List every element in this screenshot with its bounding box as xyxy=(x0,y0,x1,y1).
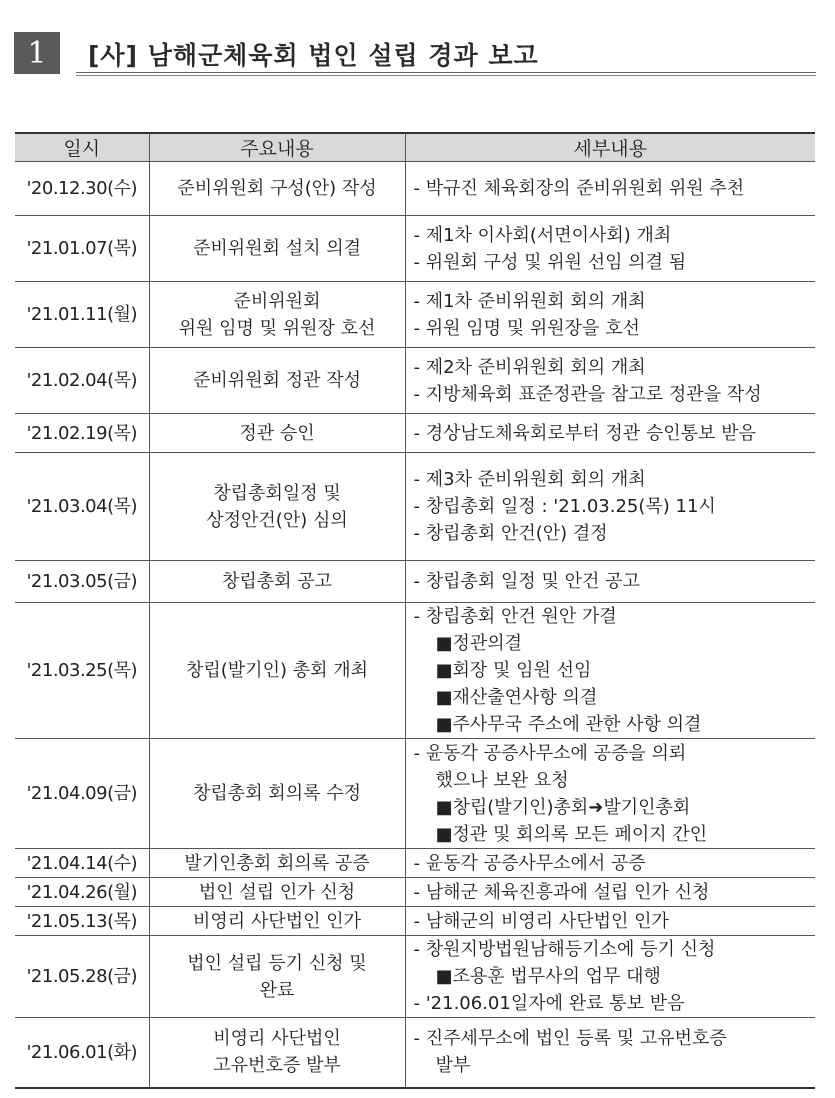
section-number: 1 xyxy=(14,32,60,74)
table-row xyxy=(15,414,815,453)
main-content-line: 준비위원회 정관 작성 xyxy=(193,370,361,391)
detail-subitem: ■주사무국 주소에 관한 사항 의결 xyxy=(435,714,702,735)
table-row xyxy=(15,739,815,849)
row-date: '21.05.28(금) xyxy=(15,936,149,1018)
row-details xyxy=(405,162,815,216)
main-content-line: 발기인총회 회의록 공증 xyxy=(184,852,370,874)
detail-line: - 위원회 구성 및 위원 선임 의결 됨 xyxy=(413,251,687,273)
header-date: 일시 xyxy=(15,133,149,162)
detail-line: - 위원 임명 및 위원장을 호선 xyxy=(413,317,640,339)
table-row xyxy=(15,1018,815,1088)
row-details xyxy=(405,414,815,453)
row-details xyxy=(405,739,815,849)
main-content-line: 창립총회 회의록 수정 xyxy=(193,783,361,804)
row-date: '20.12.30(수) xyxy=(15,162,149,216)
row-main-content xyxy=(149,282,405,348)
table-row xyxy=(15,216,815,282)
row-date: '21.04.26(월) xyxy=(15,878,149,907)
row-main-content xyxy=(149,1018,405,1088)
row-main-content xyxy=(149,849,405,878)
main-content-line: 창립총회 공고 xyxy=(221,571,333,592)
table-row xyxy=(15,603,815,739)
main-content-line: 준비위원회 구성(안) 작성 xyxy=(177,178,377,199)
main-content-line: 준비위원회 설치 의결 xyxy=(193,238,361,259)
progress-table xyxy=(15,132,815,1089)
detail-line: - 창립총회 안건 원안 가결 xyxy=(413,606,617,627)
main-content-line: 비영리 사단법인 인가 xyxy=(193,910,361,932)
row-date: '21.01.07(목) xyxy=(15,216,149,282)
row-details xyxy=(405,907,815,936)
table-row xyxy=(15,936,815,1018)
row-main-content xyxy=(149,878,405,907)
main-content-line: 위원 임명 및 위원장 호선 xyxy=(178,317,376,339)
row-date: '21.05.13(목) xyxy=(15,907,149,936)
detail-subitem: ■회장 및 임원 선임 xyxy=(435,660,592,681)
table-body xyxy=(15,162,815,1088)
row-main-content xyxy=(149,907,405,936)
main-content-line: 준비위원회 xyxy=(233,290,321,312)
row-details xyxy=(405,603,815,739)
row-details xyxy=(405,453,815,561)
row-main-content xyxy=(149,348,405,414)
row-main-content xyxy=(149,936,405,1018)
table-row xyxy=(15,162,815,216)
row-main-content xyxy=(149,414,405,453)
detail-line: - 진주세무소에 법인 등록 및 고유번호증 xyxy=(413,1028,727,1050)
main-content-line: 법인 설립 등기 신청 및 xyxy=(187,952,367,974)
main-content-line: 완료 xyxy=(259,979,295,1001)
table-row xyxy=(15,282,815,348)
detail-subitem: ■정관의결 xyxy=(435,633,523,654)
detail-line: - 남해군 체육진흥과에 설립 인가 신청 xyxy=(413,881,710,903)
detail-line: - 제1차 이사회(서면이사회) 개최 xyxy=(413,224,672,246)
row-details xyxy=(405,282,815,348)
row-details xyxy=(405,1018,815,1088)
detail-line: - 윤동각 공증사무소에서 공증 xyxy=(413,852,646,874)
row-date: '21.03.04(목) xyxy=(15,453,149,561)
detail-line: - 윤동각 공증사무소에 공증을 의뢰 xyxy=(413,742,687,764)
table-row xyxy=(15,849,815,878)
title-underline xyxy=(76,72,816,76)
detail-line: - 제1차 준비위원회 회의 개최 xyxy=(413,290,646,312)
row-date: '21.01.11(월) xyxy=(15,282,149,348)
main-content-line: 비영리 사단법인 xyxy=(213,1028,341,1050)
detail-subitem: ■재산출연사항 의결 xyxy=(435,687,598,708)
row-date: '21.06.01(화) xyxy=(15,1018,149,1088)
main-content-line: 법인 설립 인가 신청 xyxy=(198,881,356,903)
detail-line: - 경상남도체육회로부터 정관 승인통보 받음 xyxy=(413,422,756,444)
table-row xyxy=(15,561,815,603)
main-content-line: 창립(발기인) 총회 개최 xyxy=(186,660,368,681)
detail-line: - 박규진 체육회장의 준비위원회 위원 추천 xyxy=(413,178,745,199)
main-content-line: 상정안건(안) 심의 xyxy=(206,509,348,531)
row-main-content xyxy=(149,739,405,849)
row-details xyxy=(405,936,815,1018)
table-header-row xyxy=(15,133,815,162)
header-main: 주요내용 xyxy=(149,133,405,162)
detail-line: - 창립총회 일정 및 안건 공고 xyxy=(413,571,640,592)
main-content-line: 창립총회일정 및 xyxy=(213,482,341,504)
detail-line: - 제3차 준비위원회 회의 개최 xyxy=(413,469,646,490)
table-row xyxy=(15,907,815,936)
row-main-content xyxy=(149,561,405,603)
section-header xyxy=(14,32,816,78)
row-date: '21.02.19(목) xyxy=(15,414,149,453)
detail-line: - '21.06.01일자에 완료 통보 받음 xyxy=(413,993,685,1014)
row-main-content xyxy=(149,216,405,282)
detail-line: - 창원지방법원남해등기소에 등기 신청 xyxy=(413,939,716,960)
detail-subitem: ■조용훈 법무사의 업무 대행 xyxy=(435,966,661,987)
table-row xyxy=(15,453,815,561)
main-content-line: 고유번호증 발부 xyxy=(213,1055,341,1077)
row-date: '21.04.09(금) xyxy=(15,739,149,849)
row-date: '21.02.04(목) xyxy=(15,348,149,414)
row-date: '21.04.14(수) xyxy=(15,849,149,878)
row-details xyxy=(405,849,815,878)
detail-subitem: ■정관 및 회의록 모든 페이지 간인 xyxy=(435,823,708,845)
row-main-content xyxy=(149,603,405,739)
table-row xyxy=(15,878,815,907)
row-date: '21.03.25(목) xyxy=(15,603,149,739)
detail-line: 발부 xyxy=(435,1055,471,1077)
detail-line: - 창립총회 일정 : '21.03.25(목) 11시 xyxy=(413,496,716,517)
header-detail: 세부내용 xyxy=(405,133,815,162)
row-details xyxy=(405,348,815,414)
row-main-content xyxy=(149,162,405,216)
detail-line: - 창립총회 안건(안) 결정 xyxy=(413,523,608,544)
detail-line: - 지방체육회 표준정관을 참고로 정관을 작성 xyxy=(413,383,762,405)
row-main-content xyxy=(149,453,405,561)
row-date: '21.03.05(금) xyxy=(15,561,149,603)
detail-subitem: ■창립(발기인)총회➜발기인총회 xyxy=(435,796,691,818)
row-details xyxy=(405,561,815,603)
detail-line: 했으나 보완 요청 xyxy=(435,769,569,791)
row-details xyxy=(405,878,815,907)
row-details xyxy=(405,216,815,282)
section-title: [사] 남해군체육회 법인 설립 경과 보고 xyxy=(88,41,539,70)
main-content-line: 정관 승인 xyxy=(239,422,315,444)
detail-line: - 남해군의 비영리 사단법인 인가 xyxy=(413,910,669,932)
table-row xyxy=(15,348,815,414)
detail-line: - 제2차 준비위원회 회의 개최 xyxy=(413,356,646,378)
